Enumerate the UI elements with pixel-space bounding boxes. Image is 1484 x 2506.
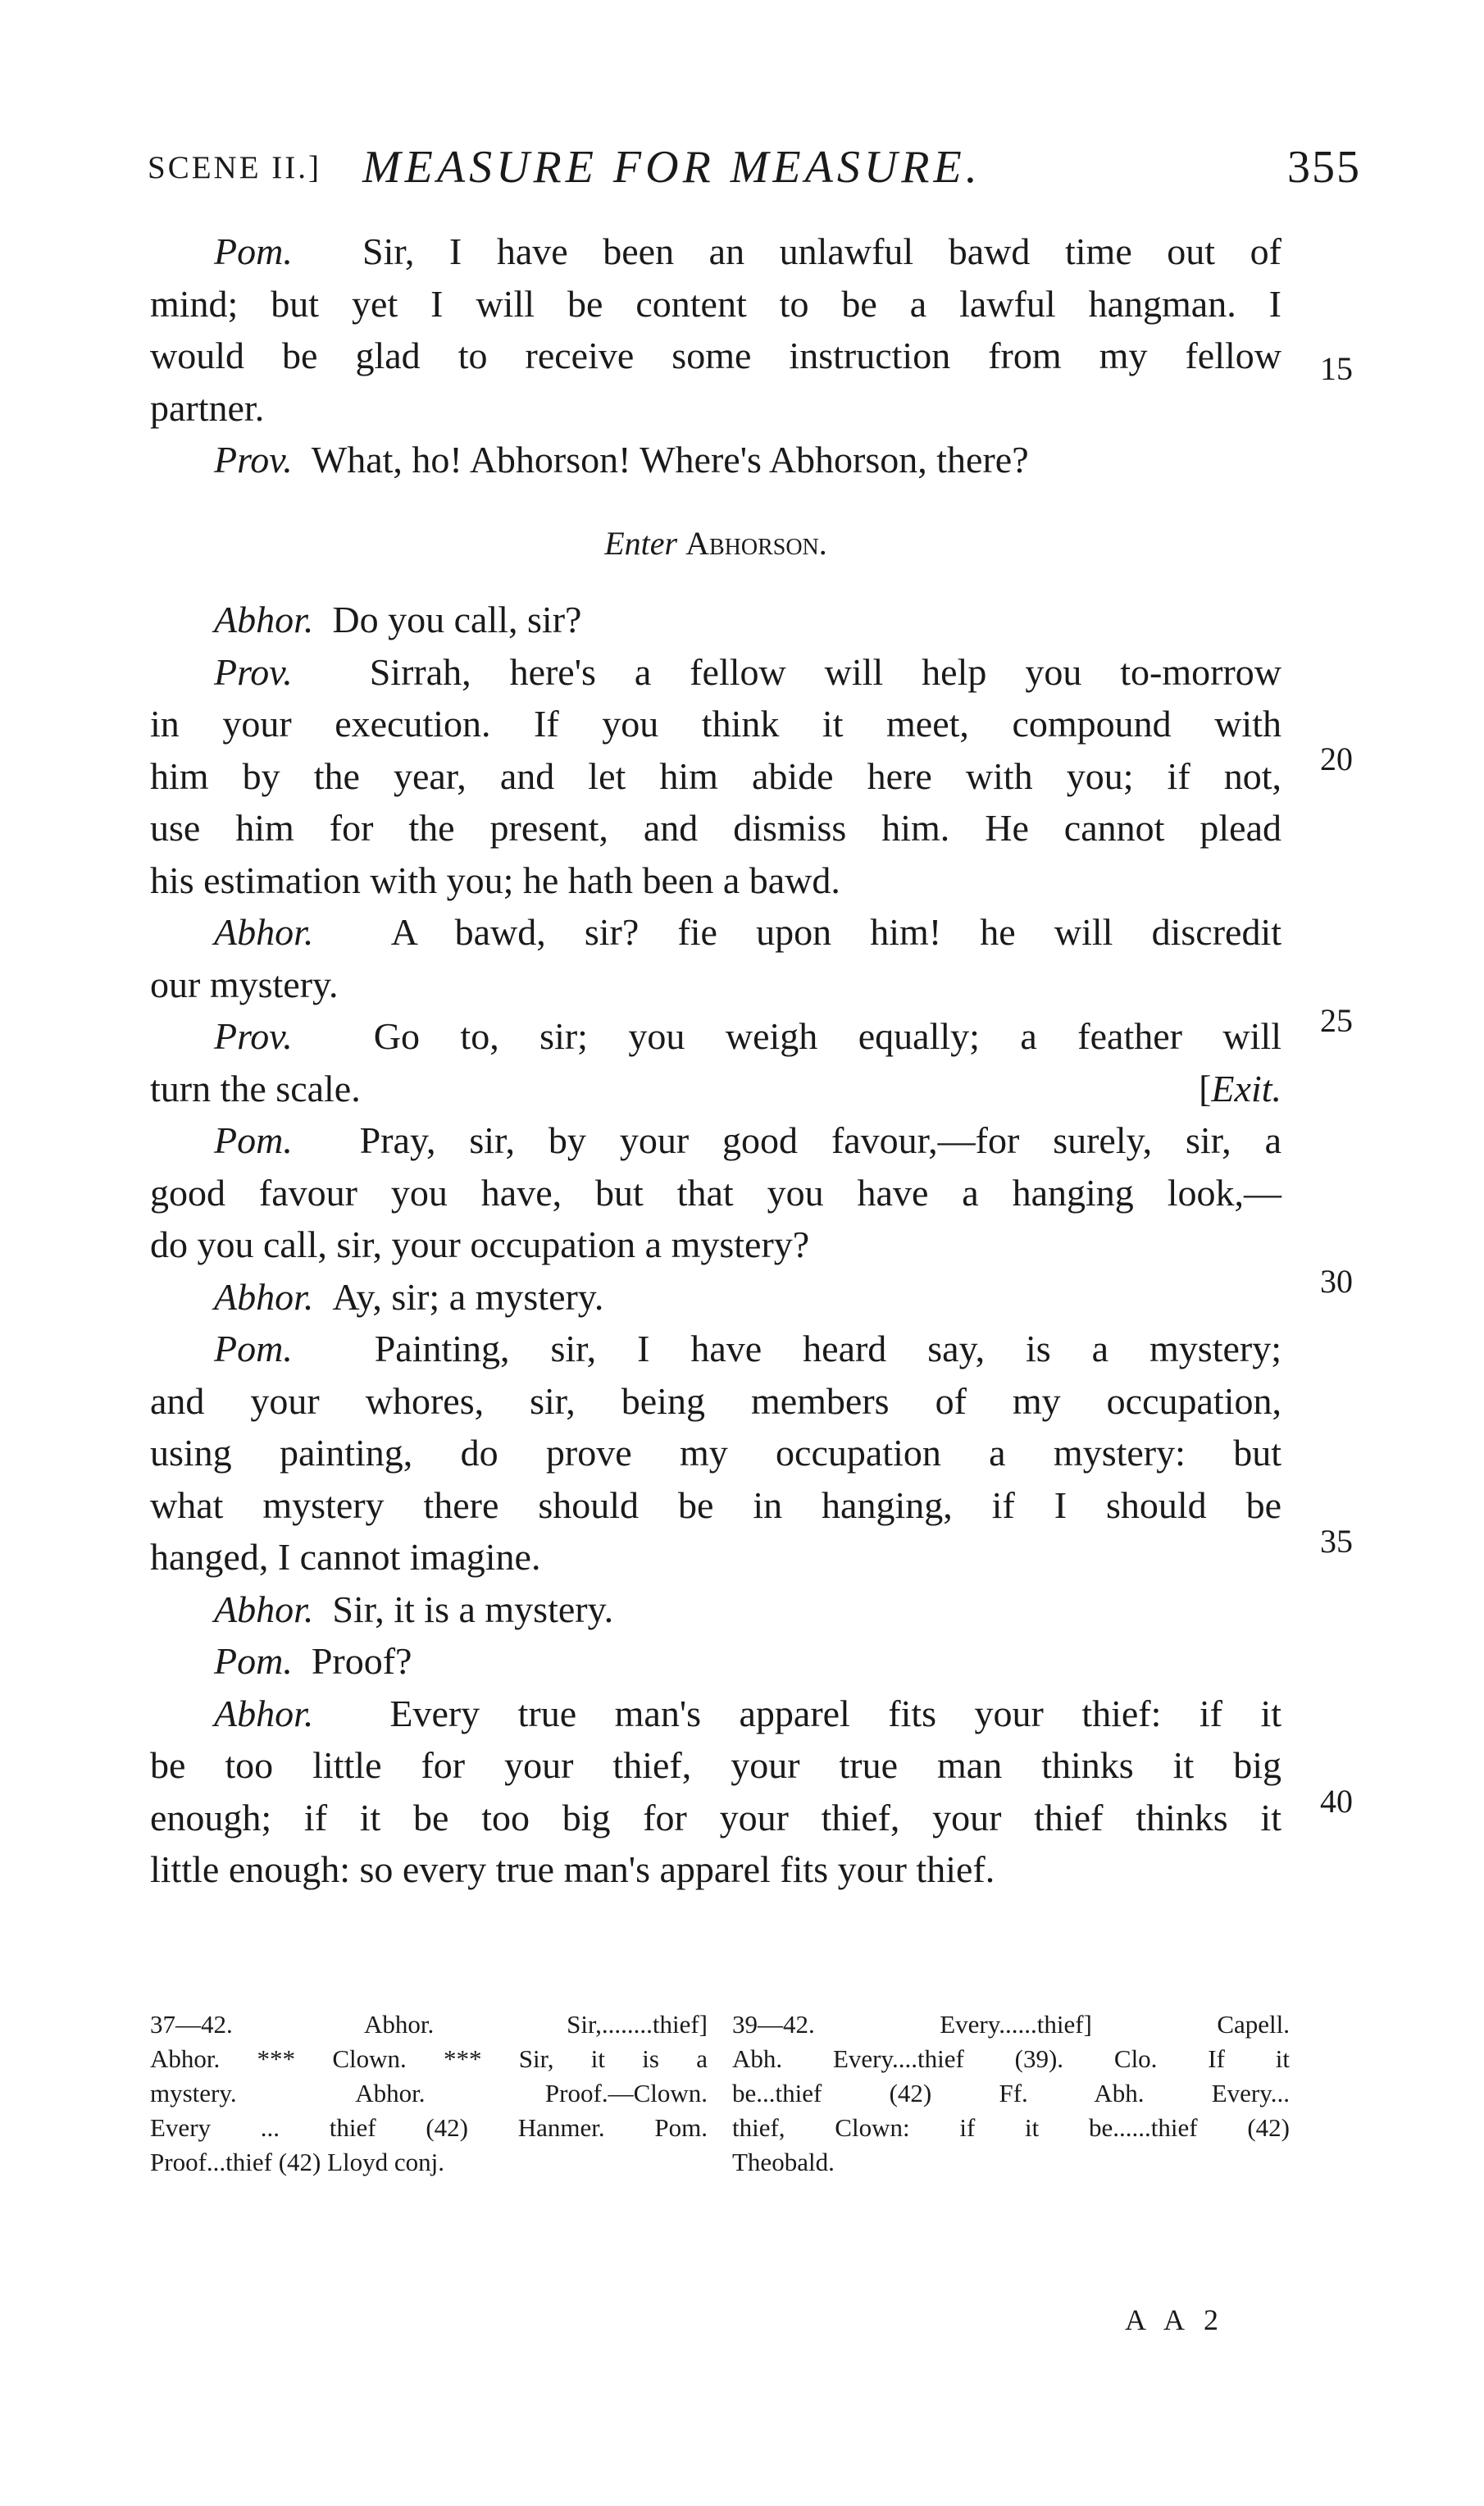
speech-line: Prov. Sirrah, here's a fellow will help you to-morrow (214, 650, 1282, 693)
note-line: 37—42. Abhor. Sir,........thief] (150, 2010, 708, 2039)
speaker-name: Pom. (214, 230, 293, 272)
spacer (150, 486, 1281, 517)
note-line: Abhor. *** Clown. *** Sir, it is a (150, 2044, 708, 2073)
speech-line: little enough: so every true man's apparel fits your thief. (150, 1848, 995, 1890)
speech-line: turn the scale. [Exit. (150, 1063, 1281, 1115)
speech-line: would be glad to receive some instruction from my fellow (150, 335, 1281, 376)
speech-line: Pom. Pray, sir, by your good favour,—for surely, sir, a (214, 1119, 1282, 1161)
exit-direction: [Exit. (1199, 1067, 1281, 1109)
speaker-name: Abhor. (214, 911, 314, 953)
scene-label: SCENE II.] (148, 150, 321, 185)
speech-line: Abhor. Sir, it is a mystery. (214, 1588, 614, 1630)
speech-line: Pom. Sir, I have been an unlawful bawd time out of (214, 230, 1281, 272)
line-number: 25 (1320, 1002, 1353, 1039)
speech-line: Abhor. Ay, sir; a mystery. (214, 1275, 604, 1318)
note-line: Theobald. (732, 2148, 835, 2176)
speech-line: mind; but yet I will be content to be a lawful hangman. I (150, 282, 1281, 325)
speech-line: hanged, I cannot imagine. (150, 1536, 541, 1578)
speaker-name: Prov. (214, 439, 293, 481)
speech-line: him by the year, and let him abide here with you; if not, (150, 754, 1281, 797)
note-line: mystery. Abhor. Proof.—Clown. (150, 2079, 708, 2107)
play-text (150, 226, 1281, 1896)
speech-line: good favour you have, but that you have a hanging look,— (150, 1171, 1281, 1214)
speaker-name: Pom. (214, 1640, 293, 1682)
line-number: 20 (1320, 740, 1353, 777)
line-number: 40 (1320, 1783, 1353, 1820)
page-number: 355 (1287, 142, 1361, 193)
speech-line: what mystery there should be in hanging, if I should be (150, 1483, 1281, 1526)
line-number: 30 (1320, 1263, 1353, 1300)
page-title: MEASURE FOR MEASURE. (362, 142, 981, 193)
speech-line: our mystery. (150, 963, 339, 1005)
speech-line: Abhor. Do you call, sir? (214, 599, 582, 640)
speech-line: use him for the present, and dismiss him. He cannot plead (150, 807, 1281, 849)
speech-line: using painting, do prove my occupation a mystery: but (150, 1432, 1281, 1474)
speech-line: Prov. Go to, sir; you weigh equally; a feather will (214, 1015, 1281, 1057)
speech-line: be too little for your thief, your true man thinks it big (150, 1744, 1281, 1786)
note-line: Abh. Every....thief (39). Clo. If it (732, 2044, 1290, 2073)
speech-line: do you call, sir, your occupation a mystery? (150, 1223, 810, 1265)
stage-direction: Enter Abhorson. (604, 524, 827, 562)
speech-line: Abhor. A bawd, sir? fie upon him! he will discredit (214, 911, 1281, 953)
speech-line: Prov. What, ho! Abhorson! Where's Abhorson, there? (214, 439, 1029, 481)
speaker-name: Abhor. (214, 599, 314, 640)
line-number: 35 (1320, 1523, 1353, 1560)
note-line: 39—42. Every......thief] Capell. (732, 2010, 1290, 2039)
note-line: Every ... thief (42) Hanmer. Pom. (150, 2113, 708, 2142)
notes-left-column (150, 2007, 708, 2180)
signature-mark: A A 2 (1125, 2303, 1226, 2336)
speaker-name: Abhor. (214, 1588, 314, 1630)
speech-line: in your execution. If you think it meet, compound with (150, 703, 1281, 745)
speech-line: Pom. Proof? (214, 1640, 412, 1682)
notes-right-column (732, 2007, 1290, 2180)
note-line: be...thief (42) Ff. Abh. Every... (732, 2079, 1290, 2107)
speech-line: partner. (150, 386, 265, 429)
speaker-name: Abhor. (214, 1275, 314, 1318)
speaker-name: Abhor. (214, 1692, 314, 1734)
speech-line: Pom. Painting, sir, I have heard say, is a mystery; (214, 1328, 1281, 1369)
speech-line: his estimation with you; he hath been a bawd. (150, 859, 840, 901)
speech-line: enough; if it be too big for your thief, your thief thinks it (150, 1796, 1281, 1838)
line-number: 15 (1320, 350, 1353, 387)
speech-line: Abhor. Every true man's apparel fits your thief: if it (214, 1692, 1282, 1734)
speaker-name: Prov. (214, 1015, 293, 1057)
running-header (148, 141, 1361, 207)
speaker-name: Pom. (214, 1119, 293, 1161)
note-line: thief, Clown: if it be......thief (42) (732, 2113, 1290, 2142)
note-line: Proof...thief (42) Lloyd conj. (150, 2148, 445, 2176)
spacer (150, 569, 1281, 594)
speech-line: and your whores, sir, being members of my occupation, (150, 1379, 1281, 1422)
speaker-name: Pom. (214, 1328, 293, 1369)
speaker-name: Prov. (214, 650, 293, 693)
